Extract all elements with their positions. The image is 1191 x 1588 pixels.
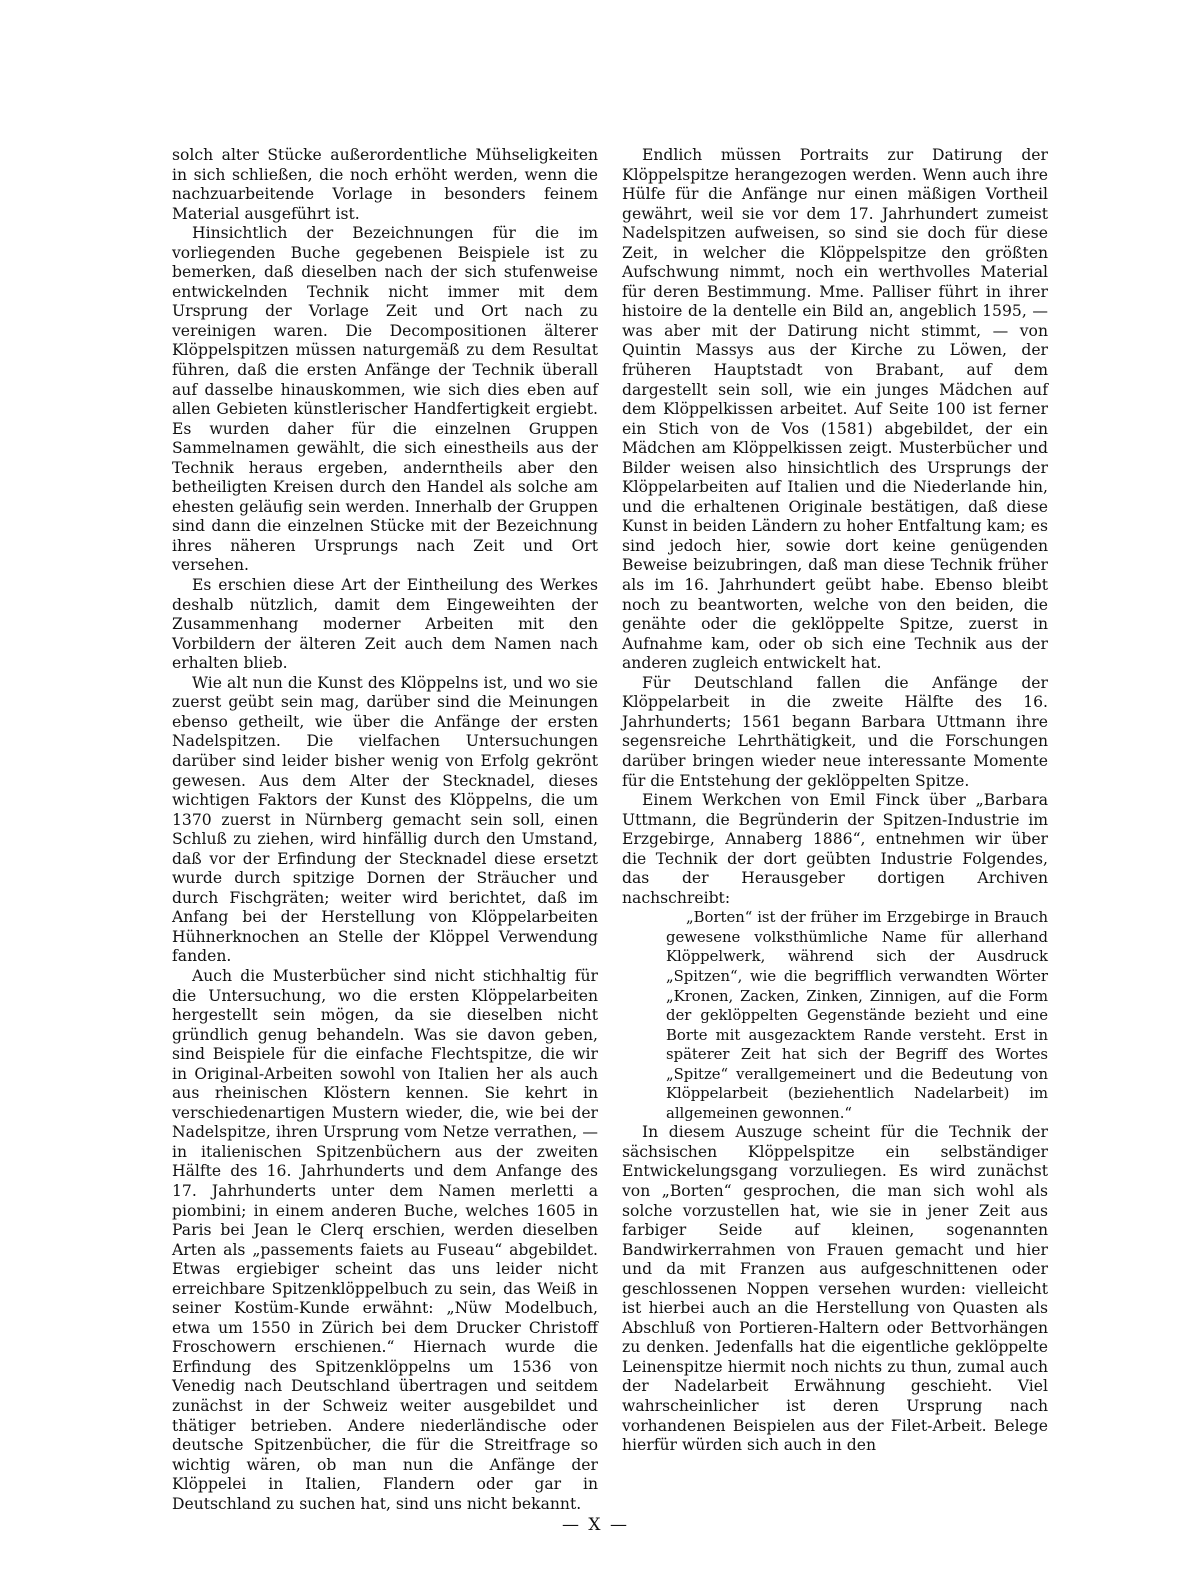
paragraph: Hinsichtlich der Bezeichnungen für die im vorliegenden Buche gegebenen Beispiele ist zu bemerken, daß dieselben nach der sich stufenweise entwickelnden Technik nicht immer mit dem Ursprung der Vorlage Zeit und Ort nach zu vereinigen waren. Die Decompositionen älterer Klöppelspitzen müssen naturgemäß zu dem Resultat führen, daß die ersten Anfänge der Technik überall auf dasselbe hinauskommen, wie sich dies eben auf allen Gebieten künstlerischer Handfertigkeit ergiebt. Es wurden daher für die einzelnen Gruppen Sammelnamen gewählt, die sich einestheils aus der Technik heraus ergeben, anderntheils aber den betheiligten Kreisen durch den Handel als solche am ehesten geläufig sein werden. Innerhalb der Gruppen sind dann die einzelnen Stücke mit der Bezeichnung ihres näheren Ursprungs nach Zeit und Ort versehen. [172,224,598,575]
paragraph: Es erschien diese Art der Eintheilung des Werkes deshalb nützlich, damit dem Eingeweihten der Zusammenhang moderner Arbeiten mit den Vorbildern der älteren Zeit auch dem Namen nach erhalten blieb. [172,576,598,673]
right-column [622,146,1048,1456]
paragraph: Wie alt nun die Kunst des Klöppelns ist, und wo sie zuerst geübt sein mag, darüber sind die Meinungen ebenso getheilt, wie über die Anfänge der ersten Nadelspitzen. Die vielfachen Untersuchungen darüber sind leider bisher wenig von Erfolg gekrönt gewesen. Aus dem Alter der Stecknadel, dieses wichtigen Faktors der Kunst des Klöppelns, die um 1370 zuerst in Nürnberg gemacht sein soll, einen Schluß zu ziehen, wird hinfällig durch den Umstand, daß vor der Erfindung der Stecknadel diese ersetzt wurde durch spitzige Dornen der Sträucher und durch Fischgräten; weiter wird berichtet, daß im Anfang bei der Herstellung von Klöppelarbeiten Hühnerknochen an Stelle der Klöppel Verwendung fanden. [172,673,598,966]
block-quote: „Borten“ ist der früher im Erzgebirge in Brauch gewesene volksthümliche Name für allerhand Klöppelwerk, während sich der Ausdruck „Spitzen“, wie die begrifflich verwandten Wörter „Kronen, Zacken, Zinken, Zinnigen, auf die Form der geklöppelten Gegenstände bezieht und eine Borte mit ausgezacktem Rande versteht. Erst in späterer Zeit hat sich der Begriff des Wortes „Spitze“ verallgemeinert und die Bedeutung von Klöppelarbeit (beziehentlich Nadelarbeit) im allgemeinen gewonnen.“ [666,909,1048,1122]
page-number: — X — [562,1515,629,1535]
paragraph: Für Deutschland fallen die Anfänge der Klöppelarbeit in die zweite Hälfte des 16. Jahrhunderts; 1561 begann Barbara Uttmann ihre segensreiche Lehrthätigkeit, und die Forschungen darüber bringen wieder neue interessante Momente für die Entstehung der geklöppelten Spitze. [622,673,1048,790]
paragraph: In diesem Auszuge scheint für die Technik der sächsischen Klöppelspitze ein selbständiger Entwickelungsgang vorzuliegen. Es wird zunächst von „Borten“ gesprochen, die man sich wohl als solche vorzustellen hat, wie sie in jener Zeit aus farbiger Seide auf kleinen, sogenannten Bandwirkerrahmen von Frauen gemacht und hier und da mit Franzen aus aufgeschnittenen oder geschlossenen Noppen versehen wurden: vielleicht ist hierbei auch an die Herstellung von Quasten als Abschluß von Portieren-Haltern oder Bettvorhängen zu denken. Jedenfalls hat die eigentliche geklöppelte Leinenspitze hiermit noch nichts zu thun, zumal auch der Nadelarbeit Erwähnung geschieht. Viel wahrscheinlicher ist deren Ursprung nach vorhandenen Beispielen aus der Filet-Arbeit. Belege hierfür würden sich auch in den [622,1123,1048,1455]
paragraph: Auch die Musterbücher sind nicht stichhaltig für die Untersuchung, wo die ersten Klöppelarbeiten hergestellt sein mögen, da sie dieselben nicht gründlich genug behandeln. Was sie davon geben, sind Beispiele für die einfache Flechtspitze, die wir in Original-Arbeiten sowohl von Italien her als auch aus rheinischen Klöstern kennen. Sie kehrt in verschiedenartigen Mustern wieder, die, wie bei der Nadelspitze, ihren Ursprung vom Netze verrathen, — in italienischen Spitzenbüchern aus der zweiten Hälfte des 16. Jahrhunderts und dem Anfange des 17. Jahrhunderts unter dem Namen merletti a piombini; in einem anderen Buche, welches 1605 in Paris bei Jean le Clerq erschien, werden dieselben Arten als „passements faiets au Fuseau“ abgebildet. Etwas ergiebiger scheint das uns leider nicht erreichbare Spitzenklöppelbuch zu sein, das Weiß in seiner Kostüm-Kunde erwähnt: „Nüw Modelbuch, etwa um 1550 in Zürich bei dem Drucker Christoff Froschowern erschienen.“ Hiernach wurde die Erfindung des Spitzenklöppelns um 1536 von Venedig nach Deutschland übertragen und seitdem zunächst in der Schweiz weiter ausgebildet und thätiger betrieben. Andere niederländische oder deutsche Spitzenbücher, die für die Streitfrage so wichtig wären, ob man nun die Anfänge der Klöppelei in Italien, Flandern oder gar in Deutschland zu suchen hat, sind uns nicht bekannt. [172,966,598,1513]
paragraph: solch alter Stücke außerordentliche Mühseligkeiten in sich schließen, die noch erhöht werden, wenn die nachzuarbeitende Vorlage in besonders feinem Material ausgeführt ist. [172,146,598,223]
paragraph: Endlich müssen Portraits zur Datirung der Klöppelspitze herangezogen werden. Wenn auch ihre Hülfe für die Anfänge nur einen mäßigen Vortheil gewährt, weil sie vor dem 17. Jahrhundert zumeist Nadelspitzen aufweisen, so sind sie doch für diese Zeit, in welcher die Klöppelspitze den größten Aufschwung nimmt, noch ein werthvolles Material für deren Bestimmung. Mme. Palliser führt in ihrer histoire de la dentelle ein Bild an, angeblich 1595, — was aber mit der Datirung nicht stimmt, — von Quintin Massys aus der Kirche zu Löwen, der früheren Hauptstadt von Brabant, auf dem dargestellt sein soll, wie ein junges Mädchen auf dem Klöppelkissen arbeitet. Auf Seite 100 ist ferner ein Stich von de Vos (1581) abgebildet, der ein Mädchen am Klöppelkissen zeigt. Musterbücher und Bilder weisen also hinsichtlich des Ursprungs der Klöppelarbeiten auf Italien und die Niederlande hin, und die erhaltenen Originale bestätigen, daß diese Kunst in beiden Ländern zu hoher Entfaltung kam; es sind jedoch hier, sowie dort keine genügenden Beweise beizubringen, daß man diese Technik früher als im 16. Jahrhundert geübt habe. Ebenso bleibt noch zu beantworten, welche von den beiden, die genähte oder die geklöppelte Spitze, zuerst in Aufnahme kam, oder ob sich eine Technik aus der anderen zugleich entwickelt hat. [622,146,1048,673]
left-column [172,146,598,1514]
paragraph: Einem Werkchen von Emil Finck über „Barbara Uttmann, die Begründerin der Spitzen-Industrie im Erzgebirge, Annaberg 1886“, entnehmen wir über die Technik der dort geübten Industrie Folgendes, das der Herausgeber dortigen Archiven nachschreibt: [622,791,1048,907]
